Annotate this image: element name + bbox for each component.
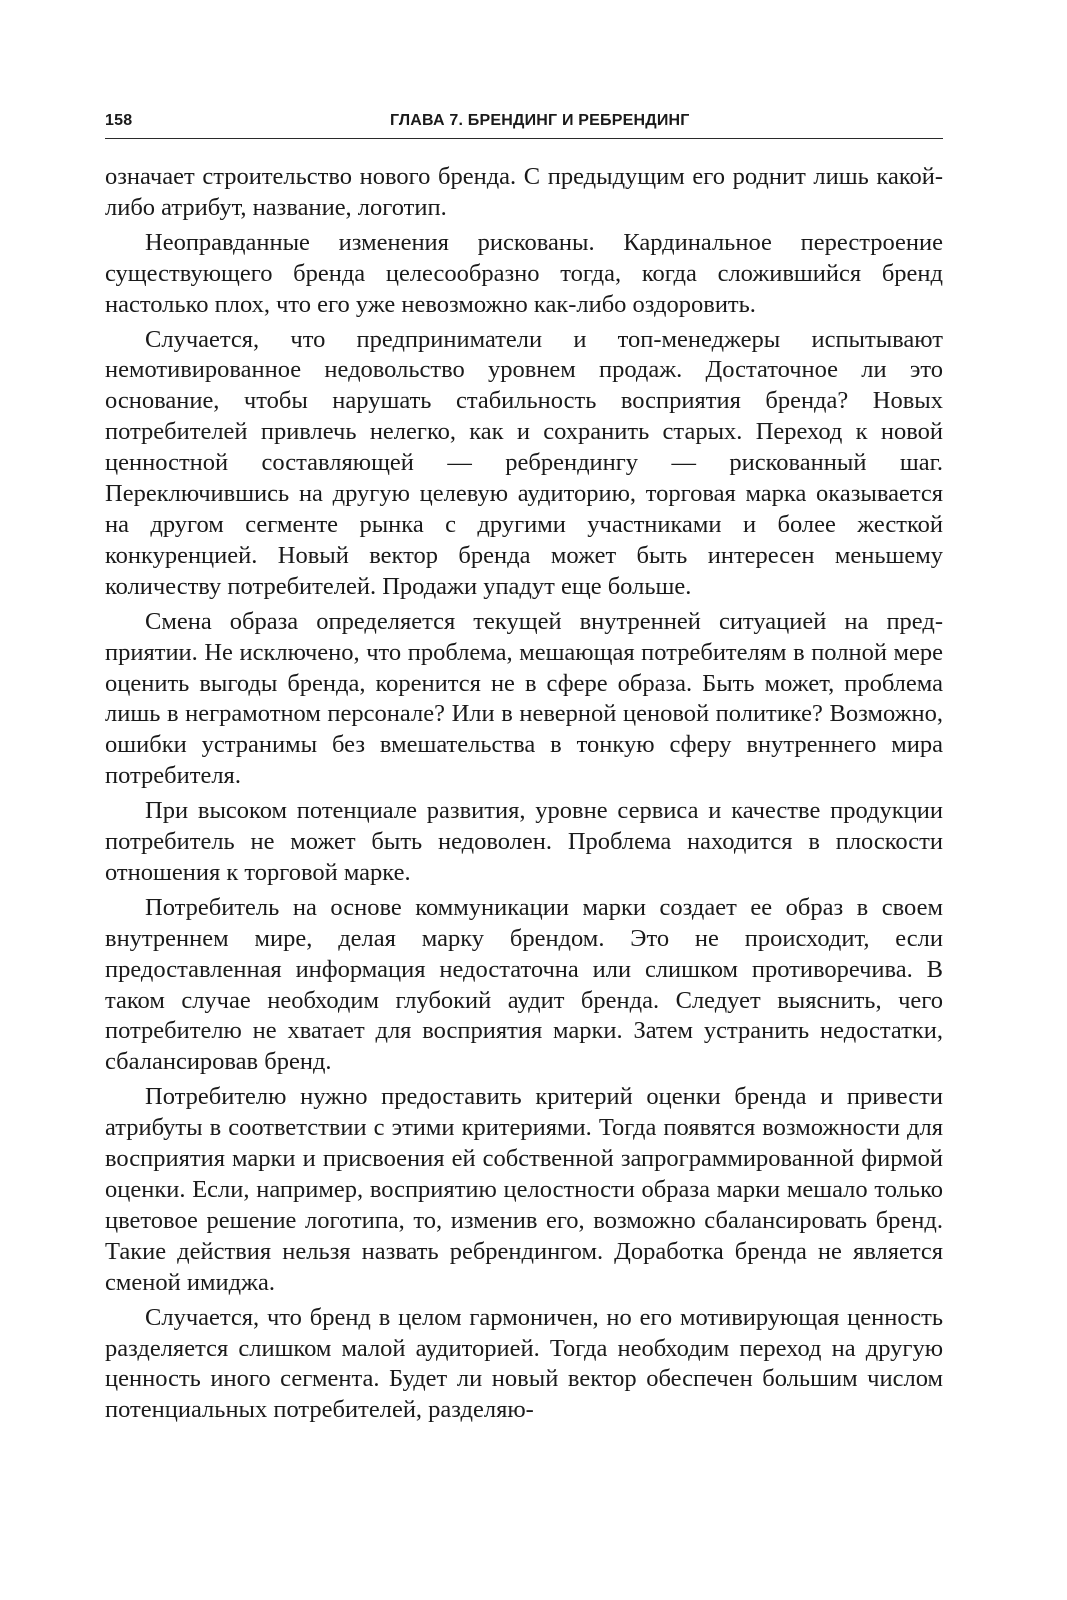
paragraph: Потребитель на основе коммуникации марки создает ее образ в своем внутреннем мире, делая марку брендом. Это не происходит, если предоставленная информация недостаточна или слишком противоречива. В таком случае необходим глубокий аудит бренда. Следует выяснить, чего потребителю не хватает для восприятия марки. Затем устранить недостатки, сбалансировав бренд. bbox=[105, 893, 943, 1076]
running-header bbox=[105, 110, 943, 139]
paragraph: Случается, что предприниматели и топ-менеджеры испытывают немотивированное недовольство уровнем продаж. Достаточное ли это основание, чтобы нарушать стабильность восприятия бренда? Новых потребителей привлечь нелегко, как и сохранить старых. Переход к новой ценностной составляющей — ребрендингу — рискованный шаг. Переключившись на другую целевую аудиторию, торговая марка оказывается на другом сегменте рынка с другими участниками и более жесткой конкуренцией. Новый вектор бренда может быть интересен меньшему количеству потребителей. Продажи упадут еще больше. bbox=[105, 325, 943, 600]
body-text bbox=[105, 162, 943, 1426]
chapter-title: ГЛАВА 7. БРЕНДИНГ И РЕБРЕНДИНГ bbox=[390, 112, 690, 129]
paragraph: Неоправданные изменения рискованы. Кардинальное перестроение существующего бренда целесообразно тогда, когда сложившийся бренд настолько плох, что его уже невозможно как-либо оздоровить. bbox=[105, 228, 943, 318]
paragraph: Смена образа определяется текущей внутренней ситуацией на предприятии. Не исключено, что проблема, мешающая потребителям в полной мере оценить выгоды бренда, коренится не в сфере образа. Быть может, проблема лишь в неграмотном персонале? Или в неверной ценовой политике? Возможно, ошибки устранимы без вмешательства в тонкую сферу внутреннего мира потребителя. bbox=[105, 607, 943, 790]
paragraph-continued: означает строительство нового бренда. С предыдущим его роднит лишь какой-либо атрибут, название, логотип. bbox=[105, 163, 943, 221]
paragraph: Случается, что бренд в целом гармоничен, но его мотивирующая ценность разделяется слишком малой аудиторией. Тогда необходим переход на другую ценность иного сегмента. Будет ли новый вектор обеспечен большим числом потенциальных потребителей, разделяю- bbox=[105, 1303, 943, 1424]
paragraph: Потребителю нужно предоставить критерий оценки бренда и привести атрибуты в соответствии с этими критериями. Тогда появятся возможности для восприятия марки и присвоения ей собственной запрограммированной фирмой оценки. Если, например, восприятию целостности образа марки мешало только цветовое решение логотипа, то, изменив его, возможно сбалансировать бренд. Такие действия нельзя назвать ребрендингом. Доработка бренда не является сменой имиджа. bbox=[105, 1083, 943, 1296]
page-number: 158 bbox=[105, 112, 133, 129]
paragraph: При высоком потенциале развития, уровне сервиса и качестве продукции потребитель не может быть недоволен. Проблема находится в плоскости отношения к торговой марке. bbox=[105, 797, 943, 886]
